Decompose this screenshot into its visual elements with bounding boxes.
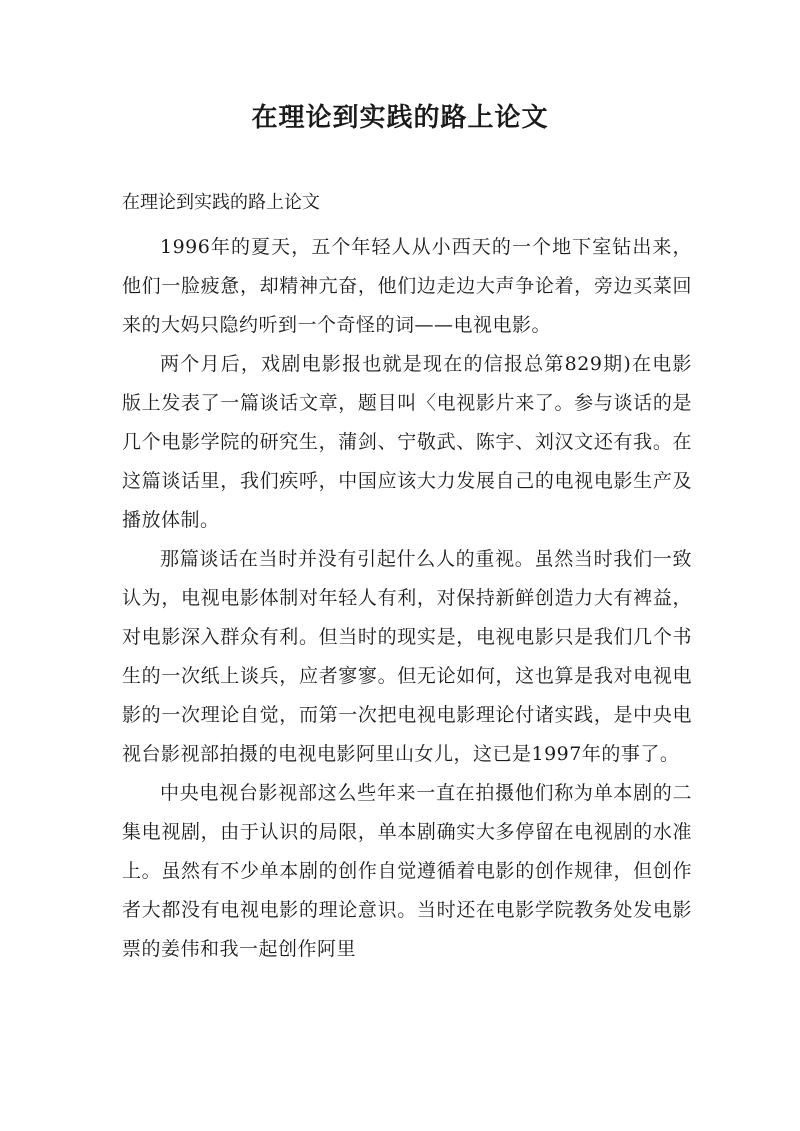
document-body [122, 228, 692, 969]
body-paragraph-4: 中央电视台影视部这么些年来一直在拍摄他们称为单本剧的二集电视剧，由于认识的局限，单本剧确实大多停留在电视剧的水准上。虽然有不少单本剧的创作自觉遵循着电影的创作规律，但创作者大都没有电视电影的理论意识。当时还在电影学院教务处发电影票的姜伟和我一起创作阿里 [122, 782, 692, 960]
body-paragraph-3: 那篇谈话在当时并没有引起什么人的重视。虽然当时我们一致认为，电视电影体制对年轻人有利，对保持新鲜创造力大有裨益，对电影深入群众有利。但当时的现实是，电视电影只是我们几个书生的一次纸上谈兵，应者寥寥。但无论如何，这也算是我对电视电影的一次理论自觉，而第一次把电视电影理论付诸实践，是中央电视台影视部拍摄的电视电影阿里山女儿，这已是1997年的事了。 [122, 548, 692, 765]
document-title: 在理论到实践的路上论文 [251, 103, 549, 133]
body-paragraph-2: 两个月后，戏剧电影报也就是现在的信报总第829期)在电影版上发表了一篇谈话文章，题目叫〈电视影片来了。参与谈话的是几个电影学院的研究生，蒲剑、宁敬武、陈宇、刘汉文还有我。在这篇谈话里，我们疾呼，中国应该大力发展自己的电视电影生产及播放体制。 [122, 353, 692, 531]
document-subtitle: 在理论到实践的路上论文 [122, 192, 320, 213]
body-paragraph-1: 1996年的夏天，五个年轻人从小西天的一个地下室钻出来，他们一脸疲惫，却精神亢奋，他们边走边大声争论着，旁边买菜回来的大妈只隐约听到一个奇怪的词——电视电影。 [122, 236, 692, 336]
